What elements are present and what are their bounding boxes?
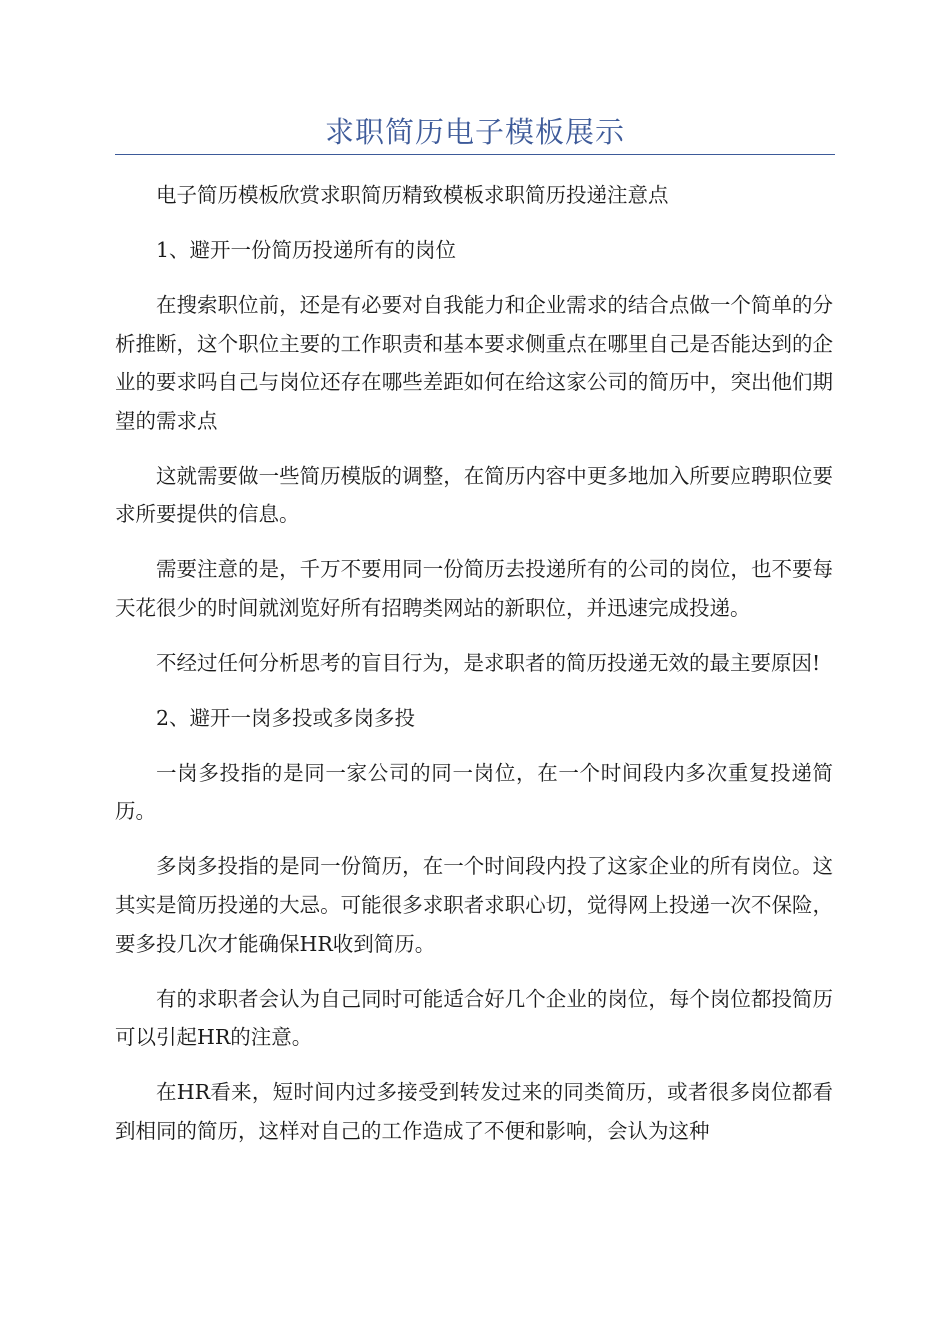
document-title: 求职简历电子模板展示 [324,115,625,149]
paragraph: 有的求职者会认为自己同时可能适合好几个企业的岗位，每个岗位都投简历可以引起HR的注意。 [115,986,833,1050]
paragraph: 在搜索职位前，还是有必要对自我能力和企业需求的结合点做一个简单的分析推断，这个职位主要的工作职责和基本要求侧重点在哪里自己是否能达到的企业的要求吗自己与岗位还存在哪些差距如何在给这家公司的简历中，突出他们期望的需求点 [115,292,833,433]
section-heading-2: 2、避开一岗多投或多岗多投 [156,705,416,730]
paragraph: 多岗多投指的是同一份简历，在一个时间段内投了这家企业的所有岗位。这其实是简历投递的大忌。可能很多求职者求职心切，觉得网上投递一次不保险，要多投几次才能确保HR收到简历。 [115,854,833,956]
paragraph: 不经过任何分析思考的盲目行为，是求职者的简历投递无效的最主要原因! [156,650,821,675]
document-body [115,176,833,1167]
paragraph: 需要注意的是，千万不要用同一份简历去投递所有的公司的岗位，也不要每天花很少的时间就浏览好所有招聘类网站的新职位，并迅速完成投递。 [115,557,833,620]
title-divider [115,154,835,155]
paragraph: 一岗多投指的是同一家公司的同一岗位，在一个时间段内多次重复投递简历。 [115,760,833,824]
paragraph: 在HR看来，短时间内过多接受到转发过来的同类简历，或者很多岗位都看到相同的简历，这样对自己的工作造成了不便和影响，会认为这种 [115,1080,833,1143]
paragraph: 这就需要做一些简历模版的调整，在简历内容中更多地加入所要应聘职位要求所要提供的信息。 [115,463,833,527]
section-heading-1: 1、避开一份简历投递所有的岗位 [156,237,457,262]
paragraph-intro: 电子简历模板欣赏求职简历精致模板求职简历投递注意点 [156,183,669,207]
